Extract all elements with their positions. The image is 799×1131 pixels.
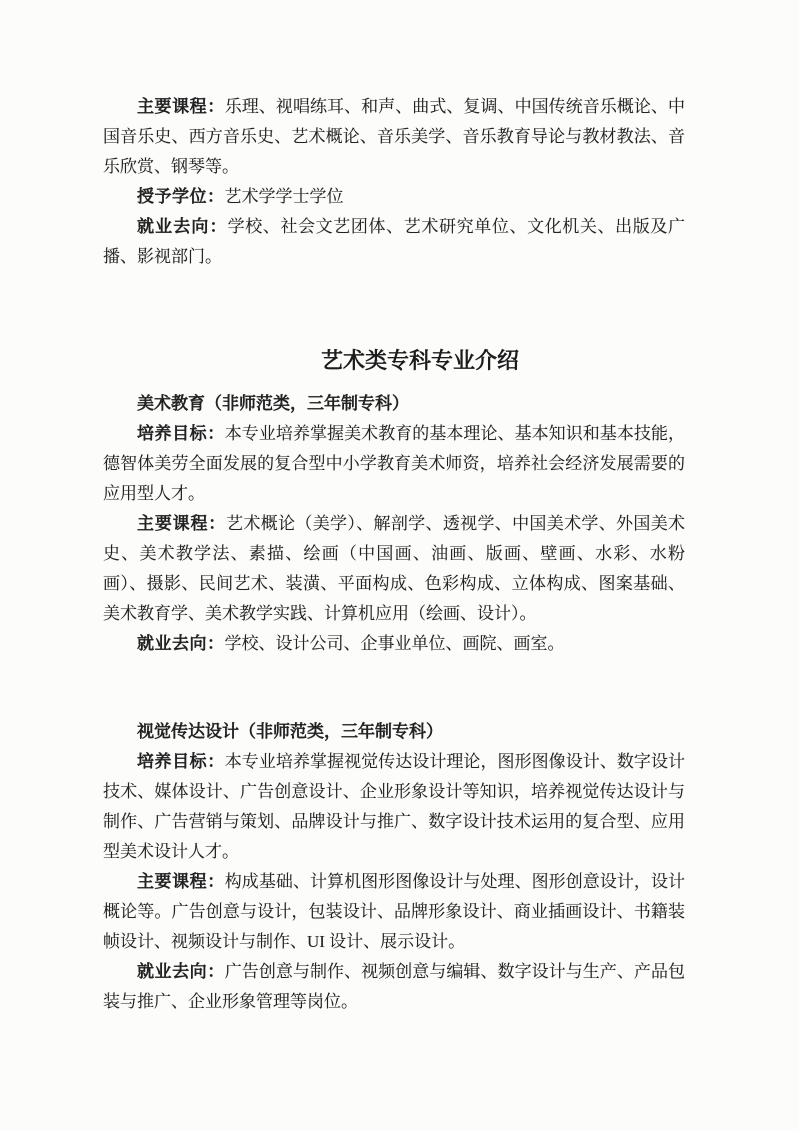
paragraph-music-degree: [103, 182, 685, 212]
paragraph-text-goal: 本专业培养掌握视觉传达设计理论，图形图像设计、数字设计技术、媒体设计、广告创意设计、企业形象设计等知识，培养视觉传达设计与制作、广告营销与策划、品牌设计与推广、数字设计技术运用的复合型、应用型美术设计人才。: [103, 752, 686, 861]
paragraph-vcd-main-courses: [103, 867, 685, 957]
paragraph-label-degree: 授予学位：: [137, 187, 225, 206]
program-art-education: [103, 389, 685, 659]
paragraph-label-goal: 培养目标：: [137, 752, 225, 771]
paragraph-text-employment: 学校、设计公司、企事业单位、画院、画室。: [224, 634, 565, 653]
section-heading: 艺术类专科专业介绍: [320, 348, 519, 373]
paragraph-art-goal: [103, 419, 685, 509]
paragraph-text-main-courses: 艺术概论（美学）、解剖学、透视学、中国美术学、外国美术史、美术教学法、素描、绘画（中国画、油画、版画、壁画、水彩、水粉画）、摄影、民间艺术、装潢、平面构成、色彩构成、立体构成、图案基础、美术教育学、美术教学实践、计算机应用（绘画、设计）。: [103, 514, 686, 623]
paragraph-label-employment: 就业去向：: [137, 634, 225, 653]
paragraph-text-employment: 广告创意与制作、视频创意与编辑、数字设计与生产、产品包装与推广、企业形象管理等岗位。: [103, 962, 686, 1011]
paragraph-label-main-courses: 主要课程：: [137, 97, 225, 116]
paragraph-label-employment: 就业去向：: [137, 217, 228, 236]
page-content: [103, 92, 685, 1017]
paragraph-text-goal: 本专业培养掌握美术教育的基本理论、基本知识和基本技能，德智体美劳全面发展的复合型中小学教育美术师资，培养社会经济发展需要的应用型人才。: [103, 424, 686, 503]
paragraph-music-employment: [103, 212, 685, 272]
paragraph-text-main-courses: 乐理、视唱练耳、和声、曲式、复调、中国传统音乐概论、中国音乐史、西方音乐史、艺术概论、音乐美学、音乐教育导论与教材教法、音乐欣赏、钢琴等。: [103, 97, 686, 176]
paragraph-text-degree: 艺术学学士学位: [224, 187, 344, 206]
paragraph-label-main-courses: 主要课程：: [137, 514, 227, 533]
program-title-visual-communication-design: 视觉传达设计（非师范类，三年制专科）: [137, 722, 443, 741]
paragraph-music-main-courses: [103, 92, 685, 182]
paragraph-text-main-courses: 构成基础、计算机图形图像设计与处理、图形创意设计，设计概论等。广告创意与设计，包装设计、品牌形象设计、商业插画设计、书籍装帧设计、视频设计与制作、UI 设计、展示设计。: [103, 872, 686, 951]
paragraph-vcd-goal: [103, 747, 685, 867]
paragraph-art-main-courses: [103, 509, 685, 629]
paragraph-label-main-courses: 主要课程：: [137, 872, 225, 891]
paragraph-art-employment: [103, 629, 685, 659]
program-visual-communication-design: [103, 717, 685, 1017]
paragraph-label-employment: 就业去向：: [137, 962, 225, 981]
paragraph-vcd-employment: [103, 957, 685, 1017]
paragraph-text-employment: 学校、社会文艺团体、艺术研究单位、文化机关、出版及广播、影视部门。: [103, 217, 686, 266]
program-title-art-education: 美术教育（非师范类，三年制专科）: [137, 394, 409, 413]
paragraph-label-goal: 培养目标：: [137, 424, 225, 443]
